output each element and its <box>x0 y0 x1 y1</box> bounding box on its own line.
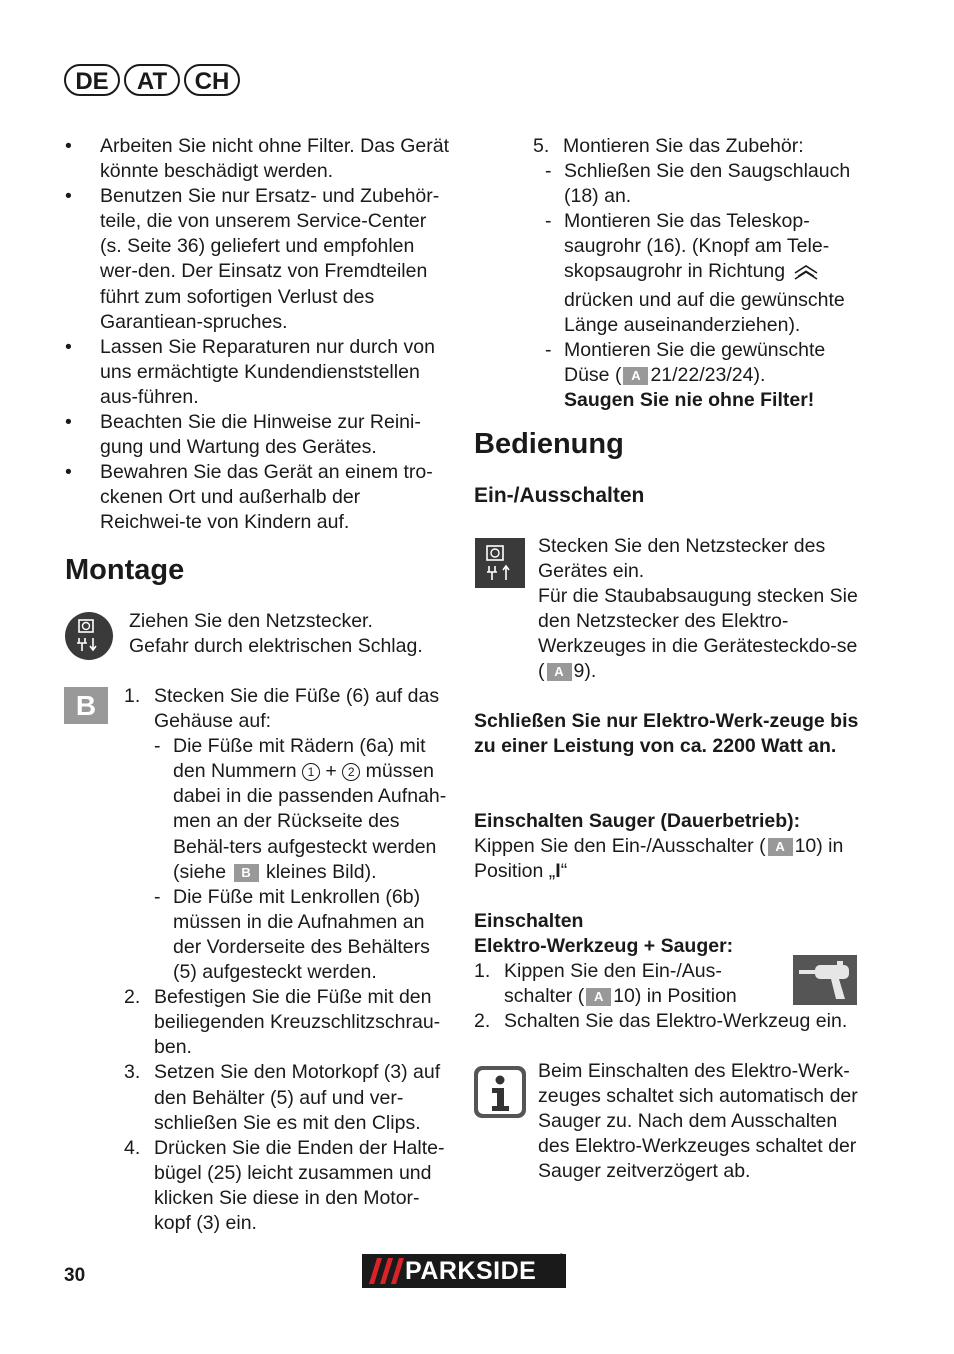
continuous-mode-section <box>474 809 859 884</box>
lang-badge-at: AT <box>124 64 180 96</box>
safety-bullet-list <box>65 134 450 536</box>
tool-mode-heading: Einschalten <box>474 910 584 932</box>
sub-step-text: Die Füße mit Lenkrollen (6b) müssen in die Aufnahmen an der Vorderseite des Behälters (5) aufgesteckt werden. <box>173 885 430 984</box>
sub-step-item <box>154 734 454 885</box>
sub-step-text: Schließen Sie den Saugschlauch (18) an. <box>564 160 851 208</box>
plug-text: Stecken Sie den Netzstecker des Gerätes ein. <box>538 535 826 583</box>
step-text: Drücken Sie die Enden der Halte-bügel (25) leicht zusammen und klicken Sie diese in den Motor-kopf (3) ein. <box>154 1136 445 1234</box>
registered-mark: ® <box>558 1252 565 1262</box>
parkside-logo <box>362 1254 566 1293</box>
tool-mode-heading: Elektro-Werkzeug + Sauger: <box>474 935 734 958</box>
bullet-item: • Bewahren Sie das Gerät an einem tro-ckenen Ort und außerhalb der Reichwei-te von Kindern auf. <box>65 460 450 535</box>
bullet-item: • Lassen Sie Reparaturen nur durch von uns ermächtigte Kundendienststellen aus-führen. <box>65 335 450 410</box>
step-item <box>124 1136 454 1236</box>
number-circle-1: 1 <box>302 763 320 781</box>
unplug-icon <box>64 611 114 666</box>
unplug-note <box>129 609 459 659</box>
continuous-mode-text <box>474 834 859 884</box>
text-part: “ <box>560 860 568 883</box>
step-number: 2. <box>124 986 141 1009</box>
step-number: 2. <box>474 1010 491 1033</box>
bedienung-heading: Bedienung <box>474 428 624 460</box>
step-item <box>533 134 863 159</box>
page-number: 30 <box>64 1265 86 1286</box>
figure-a-badge: A <box>768 838 793 856</box>
figure-a-badge: A <box>586 988 611 1006</box>
sub-step-item <box>154 885 454 985</box>
step-item <box>124 1060 454 1135</box>
step-text: Kippen Sie den Ein-/Aus-schalter ( <box>504 960 722 1008</box>
step-text: Schalten Sie das Elektro-Werkzeug ein. <box>504 1010 848 1033</box>
sub-step-item <box>545 209 863 337</box>
accessory-steps <box>533 134 863 413</box>
step-item <box>474 1009 859 1034</box>
switch-position: I <box>555 860 561 883</box>
power-warning: Schließen Sie nur Elektro-Werk-zeuge bis zu einer Leistung von ca. 2200 Watt an. <box>474 710 859 758</box>
montage-steps <box>124 684 454 1236</box>
figure-b-marker: B <box>64 687 108 724</box>
on-off-heading: Ein-/Ausschalten <box>474 484 645 507</box>
bullet-item: • Arbeiten Sie nicht ohne Filter. Das Gerät könnte beschädigt werden. <box>65 134 450 184</box>
step-text: Befestigen Sie die Füße mit den beiliegenden Kreuzschlitzschrau-ben. <box>154 986 441 1059</box>
text-part: 10) in Position „ <box>474 835 844 883</box>
plug-in-icon <box>475 538 525 593</box>
plug-instructions <box>538 534 858 685</box>
sub-step-item <box>545 338 863 413</box>
info-icon <box>474 1066 526 1123</box>
step-item <box>474 959 784 1009</box>
plug-text-part: 9). <box>573 660 597 683</box>
unplug-note-line: Ziehen Sie den Netzstecker. <box>129 610 373 632</box>
no-filter-warning: Saugen Sie nie ohne Filter! <box>564 388 815 411</box>
montage-heading: Montage <box>65 554 185 586</box>
sub-step-text: 21/22/23/24). <box>650 363 766 386</box>
step-text: 10) in Position <box>613 985 737 1008</box>
step-number: 3. <box>124 1061 141 1084</box>
step-number: 4. <box>124 1136 141 1159</box>
unplug-note-line: Gefahr durch elektrischen Schlag. <box>129 635 423 658</box>
step-number: 5. <box>533 135 550 157</box>
brand-name: PARKSIDE <box>405 1257 537 1285</box>
step-item <box>124 684 454 734</box>
chevron-up-double-icon <box>793 262 819 287</box>
sub-step-text: drücken und auf die gewünschte Länge auseinanderziehen). <box>564 288 845 336</box>
step-item <box>124 985 454 1060</box>
step-number: 1. <box>124 685 141 707</box>
lang-badge-ch: CH <box>184 64 240 96</box>
sub-step-text: müssen dabei in die passenden Aufnah-men an der Rückseite des Behäl-ters aufgesteckt werden (siehe <box>173 760 447 883</box>
info-note: Beim Einschalten des Elektro-Werk-zeuges schaltet sich automatisch der Sauger zu. Nach dem Ausschalten des Elektro-Werkzeuges schaltet der Sauger zeitverzögert ab. <box>538 1060 858 1183</box>
lang-badge-de: DE <box>64 64 120 96</box>
step-text: Setzen Sie den Motorkopf (3) auf den Behälter (5) auf und ver-schließen Sie es mit den Clips. <box>154 1061 441 1134</box>
step-number: 1. <box>474 960 491 983</box>
plus-sign: + <box>325 760 337 783</box>
language-badges <box>64 64 240 96</box>
figure-a-badge: A <box>547 663 572 681</box>
bullet-item: • Beachten Sie die Hinweise zur Reini-gung und Wartung des Gerätes. <box>65 410 450 460</box>
bullet-item: • Benutzen Sie nur Ersatz- und Zubehör-teile, die von unserem Service-Center (s. Seite 36) geliefert und empfohlen wer-den. Der Einsatz von Fremdteilen führt zum sofortigen Verlust des Garantiean-spruches. <box>65 184 450 335</box>
step-text: Montieren Sie das Zubehör: <box>563 135 804 157</box>
number-circle-2: 2 <box>342 763 360 781</box>
figure-b-badge: B <box>234 864 259 882</box>
sub-step-item <box>545 159 863 209</box>
sub-step-text: Montieren Sie die gewünschte Düse ( <box>564 338 826 386</box>
sub-step-text: Montieren Sie das Teleskop-saugrohr (16). (Knopf am Tele-skopsaugrohr in Richtung <box>564 210 830 283</box>
plug-text <box>538 584 858 684</box>
continuous-mode-heading: Einschalten Sauger (Dauerbetrieb): <box>474 810 801 832</box>
step-text: Stecken Sie die Füße (6) auf das Gehäuse auf: <box>154 685 440 733</box>
plug-text-part: Für die Staubabsaugung stecken Sie den Netzstecker des Elektro-Werkzeuges in die Gerätesteckdo-se ( <box>538 585 858 683</box>
figure-a-badge: A <box>623 367 648 385</box>
sub-step-text: Die Füße mit Rädern (6a) mit den Nummern <box>173 735 426 783</box>
sub-step-text: kleines Bild). <box>265 860 377 883</box>
text-part: Kippen Sie den Ein-/Ausschalter ( <box>474 835 766 858</box>
power-tool-icon <box>793 955 857 1010</box>
